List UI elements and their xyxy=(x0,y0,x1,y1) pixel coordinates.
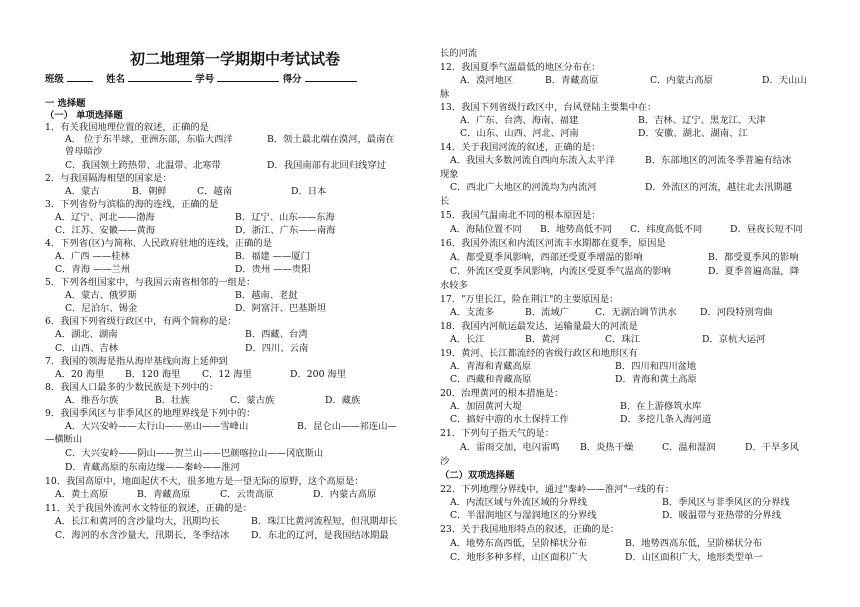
text-line: C．西北广大地区的河流均为内流河 xyxy=(450,182,597,193)
name-blank xyxy=(128,73,192,82)
text-line: B．朝鲜 xyxy=(132,186,167,197)
text-line: 6．我国下列省级行政区中，有两个简称的是： xyxy=(45,316,237,327)
text-line: D．暖温带与亚热带的分界线 xyxy=(662,510,782,521)
text-line: 曾母暗沙 xyxy=(65,146,103,157)
text-line: 沙 xyxy=(440,456,450,467)
text-line: B．四川和四川盆地 xyxy=(615,361,697,372)
text-line: D．京杭大运河 xyxy=(702,334,766,345)
text-line: C．温和湿润 xyxy=(662,442,716,453)
text-line: B．黄河 xyxy=(525,334,560,345)
section-heading: 一 选择题 xyxy=(45,98,86,109)
id-blank xyxy=(217,73,279,82)
text-line: —横断山 xyxy=(45,434,83,445)
text-line: D．200 海里 xyxy=(290,369,347,380)
text-line: 9．我国季风区与非季风区的地理界线是下列中的： xyxy=(45,408,256,419)
text-line: 21．下列句子指天气的是： xyxy=(440,428,555,439)
text-line: 1．有关我国地理位置的叙述，正确的是 xyxy=(45,122,209,133)
text-line: 19．黄河、长江都流经的省级行政区和地形区有 xyxy=(440,348,638,359)
student-info-line xyxy=(45,71,357,85)
text-line: A．地势东高西低，呈阶梯状分布 xyxy=(450,538,587,549)
text-line: D．多挖几条入海河道 xyxy=(620,414,712,425)
text-line: B．季风区与非季风区的分界线 xyxy=(662,497,790,508)
text-line: D．四川、云南 xyxy=(245,343,309,354)
name-label: 姓名 xyxy=(106,74,125,85)
class-blank xyxy=(67,73,93,82)
text-line: D．青海和黄土高原 xyxy=(615,374,697,385)
text-line: B．120 海里 xyxy=(125,369,181,380)
text-line: 13．我国下列省级行政区中，台风登陆主要集中在： xyxy=(440,102,657,113)
text-line: C．珠江 xyxy=(605,334,641,345)
text-line: 7．我国的领海是指从海岸基线向海上延伸到 xyxy=(45,356,228,367)
score-blank xyxy=(305,73,357,82)
text-line: A．长江 xyxy=(450,334,485,345)
text-line: D．阿富汗、巴基斯坦 xyxy=(235,303,327,314)
text-line: 长 xyxy=(440,196,450,207)
text-line: C．尼泊尔、锡金 xyxy=(65,303,138,314)
text-line: B．吉林、辽宁、黑龙江、天津 xyxy=(638,115,766,126)
text-line: D．夏季普遍高温，降 xyxy=(708,266,800,277)
text-line: B．辽宁、山东——东海 xyxy=(235,212,335,223)
text-line: A．支流多 xyxy=(450,307,494,318)
text-line: D．东北的辽河，是我国结冰期最 xyxy=(251,530,389,541)
text-line: A．青海和青藏高原 xyxy=(450,361,532,372)
text-line: C．越南 xyxy=(197,186,233,197)
text-line: A．湖北、湖南 xyxy=(55,329,118,340)
text-line: B．领土最北端在漠河，最南在 xyxy=(267,134,395,145)
text-line: A． 位于东半球，亚洲东部，东临大西洋 xyxy=(65,134,233,145)
text-line: C．海河的水含沙量大，汛期长，冬季结冰 xyxy=(55,530,230,541)
text-line: A．都受夏季风影响，西部还受夏季增温的影响 xyxy=(450,252,643,263)
text-line: 4．下列省(区)与简称、人民政府驻地的连线，正确的是 xyxy=(45,238,272,249)
id-label: 学号 xyxy=(195,74,215,85)
text-line: D．浙江、广东——南海 xyxy=(235,225,336,236)
text-line: C．12 海里 xyxy=(202,369,252,380)
text-line: 15．我国气温南北不同的根本原因是： xyxy=(440,210,601,221)
text-line: A．黄土高原 xyxy=(55,489,109,500)
text-line: D．昼夜长短不同 xyxy=(730,224,803,235)
text-line: D．日本 xyxy=(291,186,327,197)
text-line: C．地形多种多样，山区面积广大 xyxy=(450,552,588,563)
text-line: 长的河流 xyxy=(440,48,478,59)
text-line: B．青藏高原 xyxy=(545,75,599,86)
text-line: C．纬度高低不同 xyxy=(630,224,703,235)
text-line: B．都受夏季风的影响 xyxy=(708,252,799,263)
text-line: 水较多 xyxy=(440,280,468,291)
text-line: C．无湖泊调节洪水 xyxy=(595,307,677,318)
text-line: 18．我国内河航运最发达，运输量最大的河流是 xyxy=(440,321,638,332)
score-label: 得分 xyxy=(282,74,302,85)
section-heading: （一） 单项选择题 xyxy=(45,110,123,121)
text-line: 3．下列省份与滨临的海的连线，正确的是 xyxy=(45,199,219,210)
text-line: B．地势高低不同 xyxy=(540,224,612,235)
text-line: 现象 xyxy=(440,169,459,180)
text-line: C．山西、吉林 xyxy=(55,343,118,354)
text-line: 11．关于我国外流河水文特征的叙述，正确的是： xyxy=(45,503,253,514)
text-line: 16．我国外流区和内流区河流丰水期都在夏季，原因是 xyxy=(440,238,666,249)
text-line: A．广西 ——桂林 xyxy=(55,251,130,262)
text-line: C．搞好中游的水土保持工作 xyxy=(450,414,569,425)
text-line: A．维吾尔族 xyxy=(65,395,119,406)
text-line: 10．我国高原中，地面起伏不大，很多地方是一望无际的原野，这个高原是： xyxy=(45,476,364,487)
text-line: D．山区面积广大，地形类型单一 xyxy=(625,552,763,563)
text-line: B．东部地区的河流冬季普遍有结冰 xyxy=(645,155,792,166)
text-line: B．炎热干燥 xyxy=(580,442,634,453)
text-line: C．云贵高原 xyxy=(220,489,274,500)
text-line: D．内蒙古高原 xyxy=(313,489,377,500)
text-line: C．内蒙古高原 xyxy=(650,75,713,86)
text-line: D．河段特别弯曲 xyxy=(700,307,773,318)
text-line: D．天山山 xyxy=(762,75,807,86)
text-line: D．安徽、湖北、湖南、江 xyxy=(638,128,748,139)
text-line: A．海陆位置不同 xyxy=(450,224,522,235)
text-line: B．流域广 xyxy=(525,307,570,318)
text-line: A．雷雨交加，电闪雷鸣 xyxy=(460,442,560,453)
text-line: 17．"万里长江，险在荆江"的主要原因是： xyxy=(440,294,619,305)
text-line: C．青海 ——兰州 xyxy=(55,264,131,275)
text-line: A．我国大多数河流自西向东流入太平洋 xyxy=(450,155,615,166)
text-line: A．20 海里 xyxy=(55,369,105,380)
text-line: A．内流区域与外流区域的分界线 xyxy=(450,497,587,508)
text-line: C．外流区受夏季风影响，内流区受夏季气温高的影响 xyxy=(450,266,671,277)
text-line: A．漠河地区 xyxy=(460,75,514,86)
text-line: 5．下列各组国家中，与我国云南省相邻的一组是： xyxy=(45,277,256,288)
text-line: 8．我国人口最多的少数民族是下列中的： xyxy=(45,382,219,393)
text-line: A．广东、台湾、海南、福建 xyxy=(460,115,579,126)
page-title: 初二地理第一学期期中考试试卷 xyxy=(129,50,340,68)
text-line: C．江苏、安徽——黄海 xyxy=(55,225,156,236)
text-line: A．长江和黄河的含沙量均大，汛期均长 xyxy=(55,516,220,527)
text-line: D．藏族 xyxy=(325,395,361,406)
text-line: B．昆仑山——祁连山— xyxy=(297,421,397,432)
text-line: A．大兴安岭——太行山——巫山——雪峰山 xyxy=(65,421,249,432)
text-line: C．山东、山西、河北、河南 xyxy=(460,128,579,139)
text-line: B．越南、老挝 xyxy=(235,290,298,301)
text-line: B．珠江比黄河流程短，但汛期却长 xyxy=(251,516,398,527)
text-line: 20．治理黄河的根本措施是： xyxy=(440,388,564,399)
text-line: D．我国南部有北回归线穿过 xyxy=(267,160,387,171)
text-line: B．地势西高东低，呈阶梯状分布 xyxy=(625,538,762,549)
text-line: C．我国领土跨热带、北温带、北寒带 xyxy=(65,160,221,171)
text-line: 23．关于我国地形特点的叙述，正确的是： xyxy=(440,524,620,535)
text-line: D．干旱多风 xyxy=(745,442,799,453)
text-line: B．在上游修筑水库 xyxy=(620,401,702,412)
text-line: A．蒙古 xyxy=(65,186,100,197)
text-line: D．外流区的河流，越往北去汛期越 xyxy=(645,182,792,193)
text-line: C．西藏和青藏高原 xyxy=(450,374,532,385)
text-line: A．蒙古、俄罗斯 xyxy=(65,290,137,301)
text-line: C．半湿润地区与湿润地区的分界线 xyxy=(450,510,597,521)
text-line: B．福建 ——厦门 xyxy=(235,251,310,262)
text-line: D．青藏高原的东南边缘——秦岭——淮河 xyxy=(65,462,240,473)
text-line: C．大兴安岭——阴山——贺兰山——巴颜喀拉山——冈底斯山 xyxy=(65,448,324,459)
text-line: 12．我国夏季气温最低的地区分布在： xyxy=(440,62,601,73)
text-line: B．青藏高原 xyxy=(137,489,191,500)
text-line: C．蒙古族 xyxy=(230,395,275,406)
text-line: 22．下列地理分界线中，通过"秦岭——淮河"一线的有： xyxy=(440,484,675,495)
text-line: D．贵州 ——贵阳 xyxy=(235,264,311,275)
section-heading: （二）双项选择题 xyxy=(440,470,515,481)
text-line: 2．与我国隔海相望的国家是： xyxy=(45,173,172,184)
text-line: A．加固黄河大堤 xyxy=(450,401,522,412)
class-label: 班级 xyxy=(45,74,64,85)
text-line: 脉 xyxy=(440,89,450,100)
text-line: 14．关于我国河流的叙述，正确的是： xyxy=(440,142,601,153)
text-line: B．壮族 xyxy=(155,395,190,406)
text-line: B．西藏、台湾 xyxy=(245,329,308,340)
text-line: A．辽宁、河北——渤海 xyxy=(55,212,155,223)
